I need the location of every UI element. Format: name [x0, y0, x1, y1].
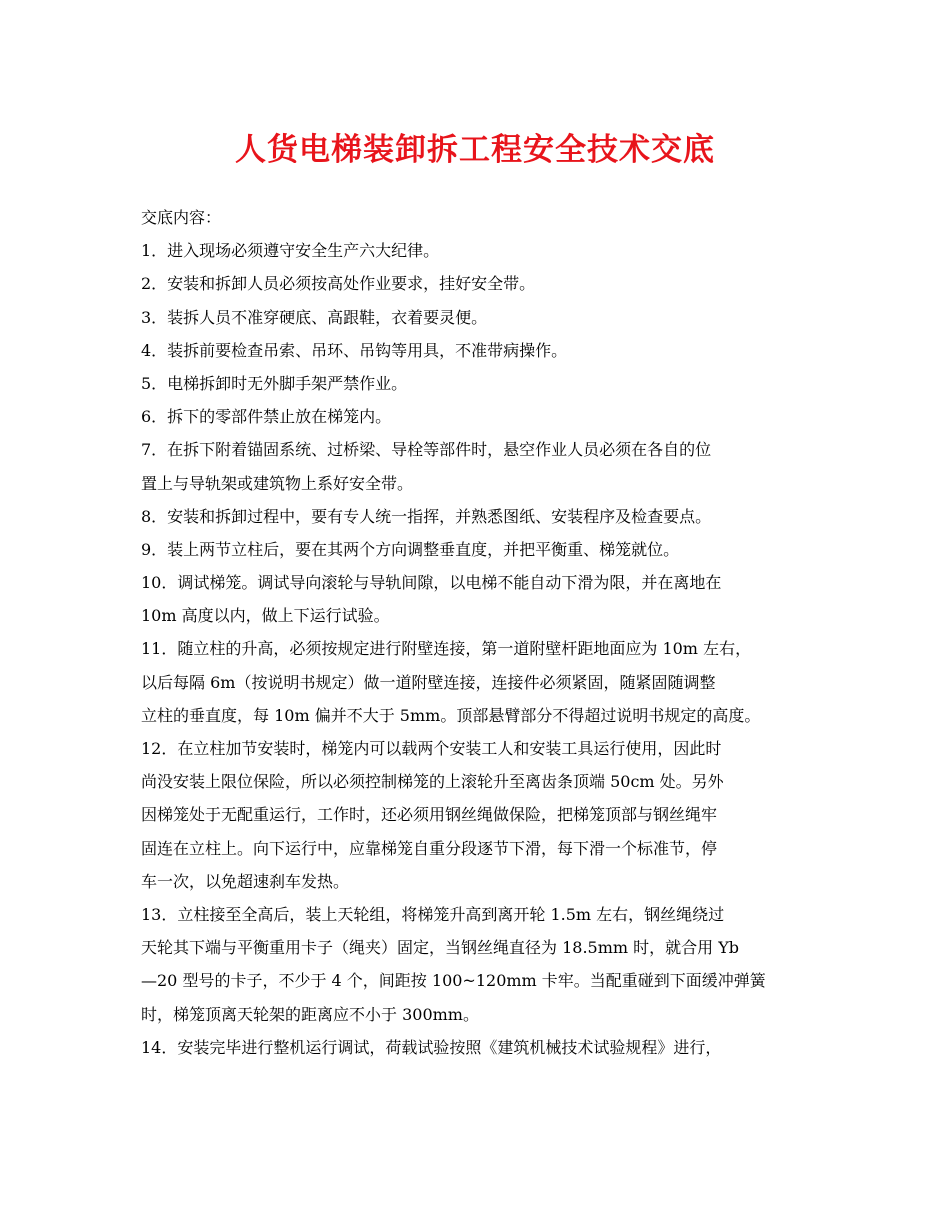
body-line: 9．装上两节立柱后，要在其两个方向调整垂直度，并把平衡重、梯笼就位。	[141, 539, 680, 559]
body-line: 14．安装完毕进行整机运行调试，荷载试验按照《建筑机械技术试验规程》进行，	[141, 1037, 722, 1057]
body-line: 3．装拆人员不准穿硬底、高跟鞋，衣着要灵便。	[141, 307, 488, 327]
body-line: 11．随立柱的升高，必须按规定进行附壁连接，第一道附壁杆距地面应为 10m 左右，	[141, 639, 752, 659]
body-line: 13．立柱接至全高后，装上天轮组，将梯笼升高到离开轮 1.5m 左右，钢丝绳绕过	[141, 904, 725, 924]
body-line: 5．电梯拆卸时无外脚手架严禁作业。	[141, 373, 408, 393]
body-line: 以后每隔 6m（按说明书规定）做一道附壁连接，连接件必须紧固，随紧固随调整	[141, 672, 716, 692]
body-line: 2．安装和拆卸人员必须按高处作业要求，挂好安全带。	[141, 274, 536, 294]
body-line: 6．拆下的零部件禁止放在梯笼内。	[141, 407, 392, 427]
body-line: 立柱的垂直度，每 10m 偏并不大于 5mm。顶部悬臂部分不得超过说明书规定的高度。	[141, 705, 761, 725]
body-line: 时，梯笼顶离天轮架的距离应不小于 300mm。	[141, 1004, 479, 1024]
body-line: 置上与导轨架或建筑物上系好安全带。	[141, 473, 414, 493]
document-body	[141, 201, 816, 1064]
body-line: 10m 高度以内，做上下运行试验。	[141, 606, 390, 626]
body-line: 7．在拆下附着锚固系统、过桥梁、导栓等部件时，悬空作业人员必须在各自的位	[141, 440, 712, 460]
body-line: 尚没安装上限位保险，所以必须控制梯笼的上滚轮升至离齿条顶端 50cm 处。另外	[141, 772, 724, 792]
body-line: 天轮其下端与平衡重用卡子（绳夹）固定，当钢丝绳直径为 18.5mm 时，就合用 Yb	[141, 938, 740, 958]
body-line: 车一次，以免超速刹车发热。	[141, 871, 350, 891]
body-line: 10．调试梯笼。调试导向滚轮与导轨间隙，以电梯不能自动下滑为限，并在离地在	[141, 573, 722, 593]
body-line: 因梯笼处于无配重运行，工作时，还必须用钢丝绳做保险，把梯笼顶部与钢丝绳牢	[141, 805, 718, 825]
body-line: 固连在立柱上。向下运行中，应靠梯笼自重分段逐节下滑，每下滑一个标准节，停	[141, 838, 718, 858]
body-line: —20 型号的卡子，不少于 4 个，间距按 100~120mm 卡牢。当配重碰到下面缓冲弹簧	[141, 971, 766, 991]
body-line: 12．在立柱加节安装时，梯笼内可以载两个安装工人和安装工具运行使用，因此时	[141, 739, 722, 758]
body-line: 1．进入现场必须遵守安全生产六大纪律。	[141, 241, 440, 261]
document-title: 人货电梯装卸拆工程安全技术交底	[235, 132, 715, 168]
body-line: 交底内容：	[141, 208, 222, 227]
body-line: 4．装拆前要检查吊索、吊环、吊钩等用具，不准带病操作。	[141, 340, 568, 360]
body-line: 8．安装和拆卸过程中，要有专人统一指挥，并熟悉图纸、安装程序及检查要点。	[141, 506, 712, 526]
